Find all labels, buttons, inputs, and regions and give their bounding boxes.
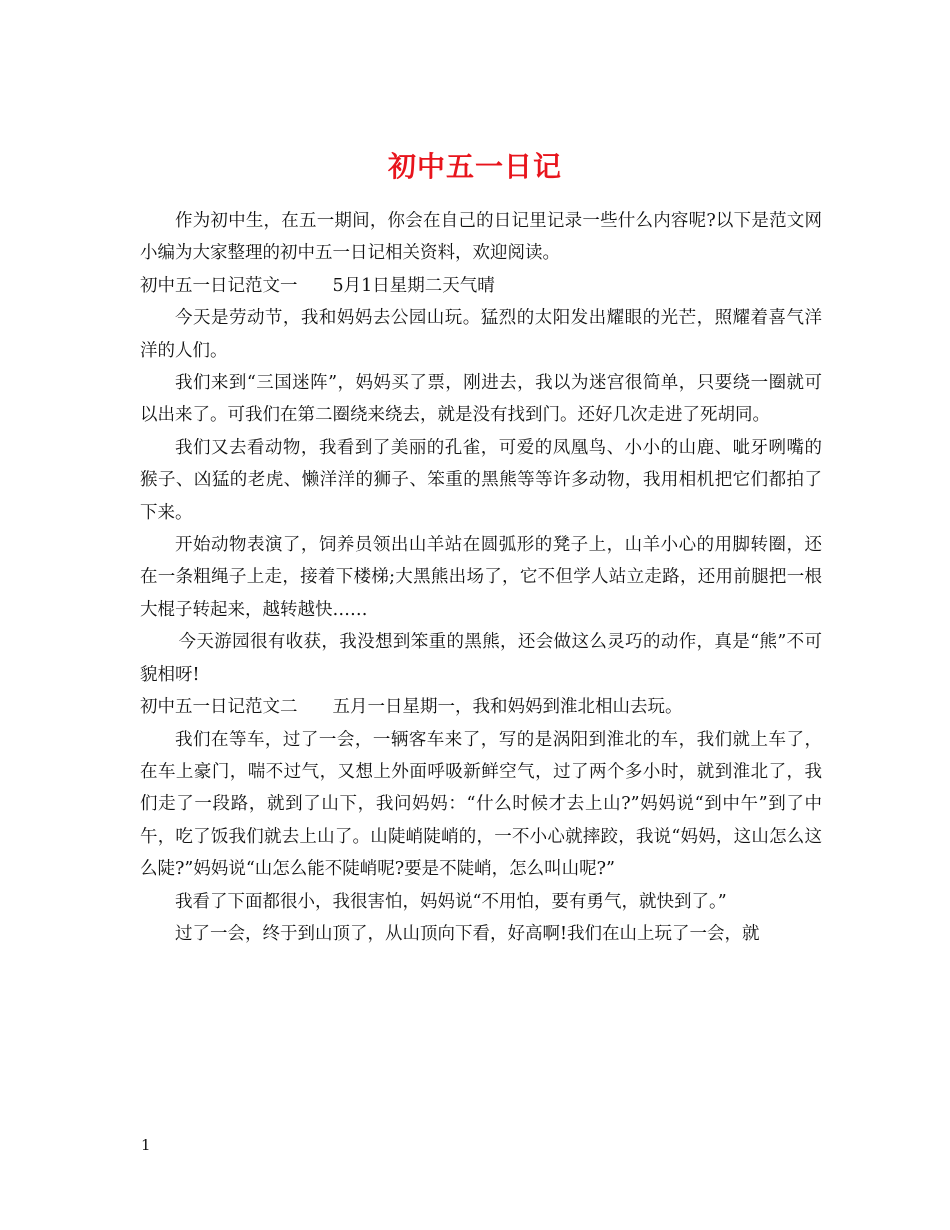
sample-two-heading: 初中五一日记范文二 五月一日星期一，我和妈妈到淮北相山去玩。 [140,697,683,718]
body-paragraph: 过了一会，终于到山顶了，从山顶向下看，好高啊!我们在山上玩了一会，就 [175,923,760,944]
body-paragraph: 我们又去看动物，我看到了美丽的孔雀，可爱的凤凰鸟、小小的山鹿、呲牙咧嘴的猴子、凶猛的老虎、懒洋洋的狮子、笨重的黑熊等等许多动物，我用相机把它们都拍了下来。 [140,437,822,523]
body-paragraph: 今天游园很有收获，我没想到笨重的黑熊，还会做这么灵巧的动作，真是“熊”不可貌相呀! [140,632,822,685]
body-paragraph: 我们在等车，过了一会，一辆客车来了，写的是涡阳到淮北的车，我们就上车了，在车上豪门，喘不过气，又想上外面呼吸新鲜空气，过了两个多小时，就到淮北了，我们走了一段路，就到了山下，我问妈妈：“什么时候才去上山?”妈妈说“到中午”到了中午，吃了饭我们就去上山了。山陡峭陡峭的，一不小心就摔跤，我说“妈妈，这山怎么这么陡?”妈妈说“山怎么能不陡峭呢?要是不陡峭，怎么叫山呢?” [140,729,822,880]
document-title: 初中五一日记 [387,149,562,183]
document-body [140,205,822,950]
sample-one-heading: 初中五一日记范文一 5月1日星期二天气晴 [140,275,495,296]
body-paragraph: 开始动物表演了，饲养员领出山羊站在圆弧形的凳子上，山羊小心的用脚转圈，还在一条粗绳子上走，接着下楼梯;大黑熊出场了，它不但学人站立走路，还用前腿把一根大棍子转起来，越转越快…… [140,535,822,620]
intro-paragraph: 作为初中生，在五一期间，你会在自己的日记里记录一些什么内容呢?以下是范文网小编为大家整理的初中五一日记相关资料，欢迎阅读。 [140,211,822,264]
page-number: 1 [141,1136,151,1154]
body-paragraph: 今天是劳动节，我和妈妈去公园山玩。猛烈的太阳发出耀眼的光芒，照耀着喜气洋洋的人们。 [140,308,822,361]
body-paragraph: 我看了下面都很小，我很害怕，妈妈说“不用怕，要有勇气，就快到了。” [175,891,727,912]
body-paragraph: 我们来到“三国迷阵”，妈妈买了票，刚进去，我以为迷宫很简单，只要绕一圈就可以出来了。可我们在第二圈绕来绕去，就是没有找到门。还好几次走进了死胡同。 [140,373,822,426]
